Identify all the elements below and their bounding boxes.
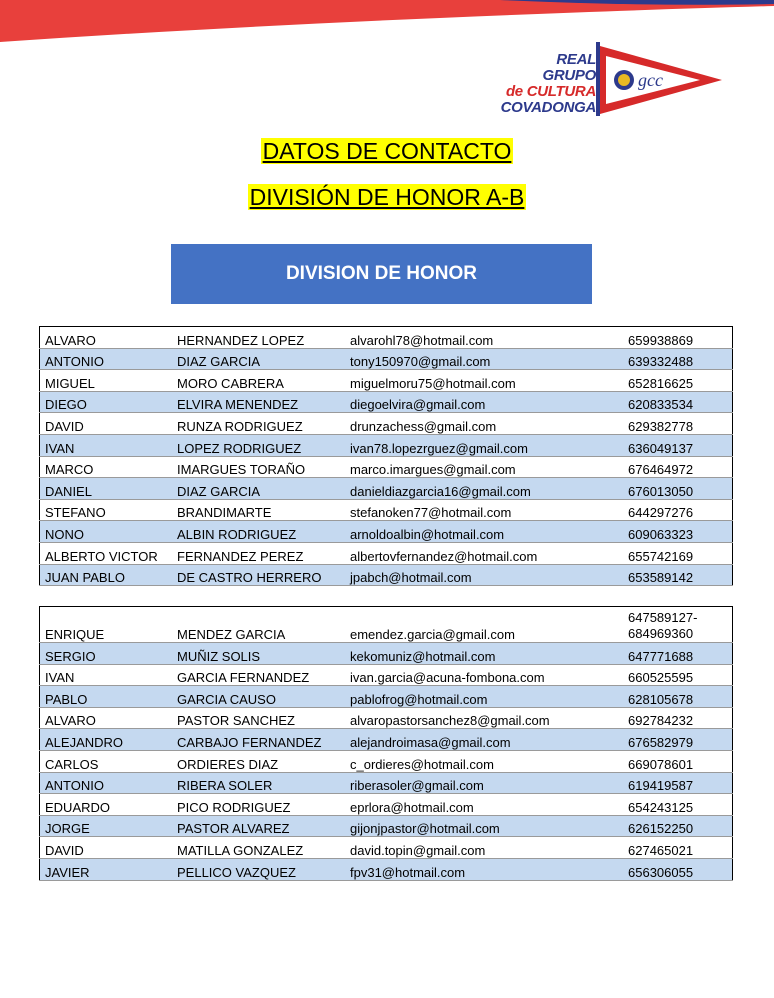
table-row xyxy=(40,837,733,859)
table-row xyxy=(40,413,733,435)
first-name-cell: NONO xyxy=(40,521,173,543)
email-cell: marco.imargues@gmail.com xyxy=(345,456,623,478)
logo-line-3: COVADONGA xyxy=(500,99,596,116)
last-name-cell: ELVIRA MENENDEZ xyxy=(172,391,345,413)
logo-line-1: REAL GRUPO xyxy=(542,51,596,84)
last-name-cell: PASTOR SANCHEZ xyxy=(172,707,345,729)
phone-cell: 609063323 xyxy=(623,521,733,543)
table-row xyxy=(40,729,733,751)
table-row xyxy=(40,664,733,686)
phone-cell: 652816625 xyxy=(623,370,733,392)
phone-cell: 659938869 xyxy=(623,327,733,349)
first-name-cell: ANTONIO xyxy=(40,348,173,370)
logo-text xyxy=(500,52,596,116)
table-row xyxy=(40,456,733,478)
contact-table-1 xyxy=(39,326,733,586)
phone-cell: 639332488 xyxy=(623,348,733,370)
page-title: DATOS DE CONTACTO xyxy=(262,138,512,164)
phone-cell: 676464972 xyxy=(623,456,733,478)
phone-cell: 692784232 xyxy=(623,707,733,729)
table-row xyxy=(40,564,733,586)
first-name-cell: MARCO xyxy=(40,456,173,478)
table-row xyxy=(40,348,733,370)
table-row xyxy=(40,750,733,772)
email-cell: alvaropastorsanchez8@gmail.com xyxy=(345,707,623,729)
last-name-cell: DIAZ GARCIA xyxy=(172,348,345,370)
phone-cell: 626152250 xyxy=(623,815,733,837)
phone-cell: 628105678 xyxy=(623,686,733,708)
first-name-cell: SERGIO xyxy=(40,643,173,665)
first-name-cell: IVAN xyxy=(40,664,173,686)
first-name-cell: STEFANO xyxy=(40,499,173,521)
svg-text:gcc: gcc xyxy=(638,70,663,90)
last-name-cell: CARBAJO FERNANDEZ xyxy=(172,729,345,751)
last-name-cell: PASTOR ALVAREZ xyxy=(172,815,345,837)
last-name-cell: PICO RODRIGUEZ xyxy=(172,794,345,816)
phone-cell: 676013050 xyxy=(623,478,733,500)
email-cell: albertovfernandez@hotmail.com xyxy=(345,542,623,564)
email-cell: miguelmoru75@hotmail.com xyxy=(345,370,623,392)
first-name-cell: DAVID xyxy=(40,413,173,435)
last-name-cell: DE CASTRO HERRERO xyxy=(172,564,345,586)
phone-cell: 620833534 xyxy=(623,391,733,413)
first-name-cell: JORGE xyxy=(40,815,173,837)
last-name-cell: HERNANDEZ LOPEZ xyxy=(172,327,345,349)
phone-cell: 644297276 xyxy=(623,499,733,521)
email-cell: riberasoler@gmail.com xyxy=(345,772,623,794)
first-name-cell: IVAN xyxy=(40,434,173,456)
first-name-cell: ANTONIO xyxy=(40,772,173,794)
email-cell: kekomuniz@hotmail.com xyxy=(345,643,623,665)
phone-line-1: 647589127- xyxy=(628,610,698,625)
email-cell: david.topin@gmail.com xyxy=(345,837,623,859)
email-cell: gijonjpastor@hotmail.com xyxy=(345,815,623,837)
table-row xyxy=(40,772,733,794)
first-name-cell: ALBERTO VICTOR xyxy=(40,542,173,564)
last-name-cell: RIBERA SOLER xyxy=(172,772,345,794)
last-name-cell: MORO CABRERA xyxy=(172,370,345,392)
table-row xyxy=(40,707,733,729)
last-name-cell: GARCIA FERNANDEZ xyxy=(172,664,345,686)
contact-table-2 xyxy=(39,606,733,881)
phone-cell: 656306055 xyxy=(623,858,733,880)
phone-cell: 676582979 xyxy=(623,729,733,751)
email-cell: diegoelvira@gmail.com xyxy=(345,391,623,413)
first-name-cell: ALVARO xyxy=(40,327,173,349)
table-row xyxy=(40,607,733,643)
email-cell: drunzachess@gmail.com xyxy=(345,413,623,435)
table-row xyxy=(40,794,733,816)
first-name-cell: JUAN PABLO xyxy=(40,564,173,586)
first-name-cell: DAVID xyxy=(40,837,173,859)
table-row xyxy=(40,815,733,837)
last-name-cell: MUÑIZ SOLIS xyxy=(172,643,345,665)
phone-cell: 669078601 xyxy=(623,750,733,772)
pennant-flag-icon xyxy=(596,42,726,116)
email-cell: arnoldoalbin@hotmail.com xyxy=(345,521,623,543)
logo-line-2: de CULTURA xyxy=(505,83,596,100)
last-name-cell: PELLICO VAZQUEZ xyxy=(172,858,345,880)
last-name-cell: MENDEZ GARCIA xyxy=(172,607,345,643)
last-name-cell: ORDIERES DIAZ xyxy=(172,750,345,772)
first-name-cell: ALEJANDRO xyxy=(40,729,173,751)
phone-cell: 619419587 xyxy=(623,772,733,794)
first-name-cell: EDUARDO xyxy=(40,794,173,816)
table-row xyxy=(40,542,733,564)
last-name-cell: ALBIN RODRIGUEZ xyxy=(172,521,345,543)
first-name-cell: DANIEL xyxy=(40,478,173,500)
table-row xyxy=(40,521,733,543)
email-cell: fpv31@hotmail.com xyxy=(345,858,623,880)
last-name-cell: DIAZ GARCIA xyxy=(172,478,345,500)
phone-cell: 629382778 xyxy=(623,413,733,435)
last-name-cell: BRANDIMARTE xyxy=(172,499,345,521)
page-subtitle: DIVISIÓN DE HONOR A-B xyxy=(249,184,525,210)
email-cell: c_ordieres@hotmail.com xyxy=(345,750,623,772)
table-row xyxy=(40,327,733,349)
club-logo xyxy=(500,42,730,116)
last-name-cell: RUNZA RODRIGUEZ xyxy=(172,413,345,435)
last-name-cell: GARCIA CAUSO xyxy=(172,686,345,708)
section-banner: DIVISION DE HONOR xyxy=(171,244,592,304)
first-name-cell: MIGUEL xyxy=(40,370,173,392)
last-name-cell: LOPEZ RODRIGUEZ xyxy=(172,434,345,456)
first-name-cell: JAVIER xyxy=(40,858,173,880)
phone-cell: 660525595 xyxy=(623,664,733,686)
table-row xyxy=(40,686,733,708)
email-cell: eprlora@hotmail.com xyxy=(345,794,623,816)
phone-cell: 653589142 xyxy=(623,564,733,586)
phone-cell: 636049137 xyxy=(623,434,733,456)
table-row xyxy=(40,434,733,456)
table-row xyxy=(40,643,733,665)
email-cell: alejandroimasa@gmail.com xyxy=(345,729,623,751)
first-name-cell: PABLO xyxy=(40,686,173,708)
last-name-cell: MATILLA GONZALEZ xyxy=(172,837,345,859)
last-name-cell: FERNANDEZ PEREZ xyxy=(172,542,345,564)
email-cell: stefanoken77@hotmail.com xyxy=(345,499,623,521)
table-row xyxy=(40,858,733,880)
phone-cell xyxy=(623,607,733,643)
email-cell: ivan.garcia@acuna-fombona.com xyxy=(345,664,623,686)
email-cell: jpabch@hotmail.com xyxy=(345,564,623,586)
first-name-cell: ALVARO xyxy=(40,707,173,729)
last-name-cell: IMARGUES TORAÑO xyxy=(172,456,345,478)
phone-cell: 647771688 xyxy=(623,643,733,665)
email-cell: pablofrog@hotmail.com xyxy=(345,686,623,708)
phone-cell: 654243125 xyxy=(623,794,733,816)
table-row xyxy=(40,499,733,521)
first-name-cell: DIEGO xyxy=(40,391,173,413)
table-row xyxy=(40,478,733,500)
phone-line-2: 684969360 xyxy=(628,626,694,641)
email-cell: danieldiazgarcia16@gmail.com xyxy=(345,478,623,500)
email-cell: emendez.garcia@gmail.com xyxy=(345,607,623,643)
email-cell: tony150970@gmail.com xyxy=(345,348,623,370)
phone-cell: 627465021 xyxy=(623,837,733,859)
first-name-cell: ENRIQUE xyxy=(40,607,173,643)
email-cell: alvarohl78@hotmail.com xyxy=(345,327,623,349)
first-name-cell: CARLOS xyxy=(40,750,173,772)
table-row xyxy=(40,370,733,392)
email-cell: ivan78.lopezrguez@gmail.com xyxy=(345,434,623,456)
phone-cell: 655742169 xyxy=(623,542,733,564)
table-row xyxy=(40,391,733,413)
